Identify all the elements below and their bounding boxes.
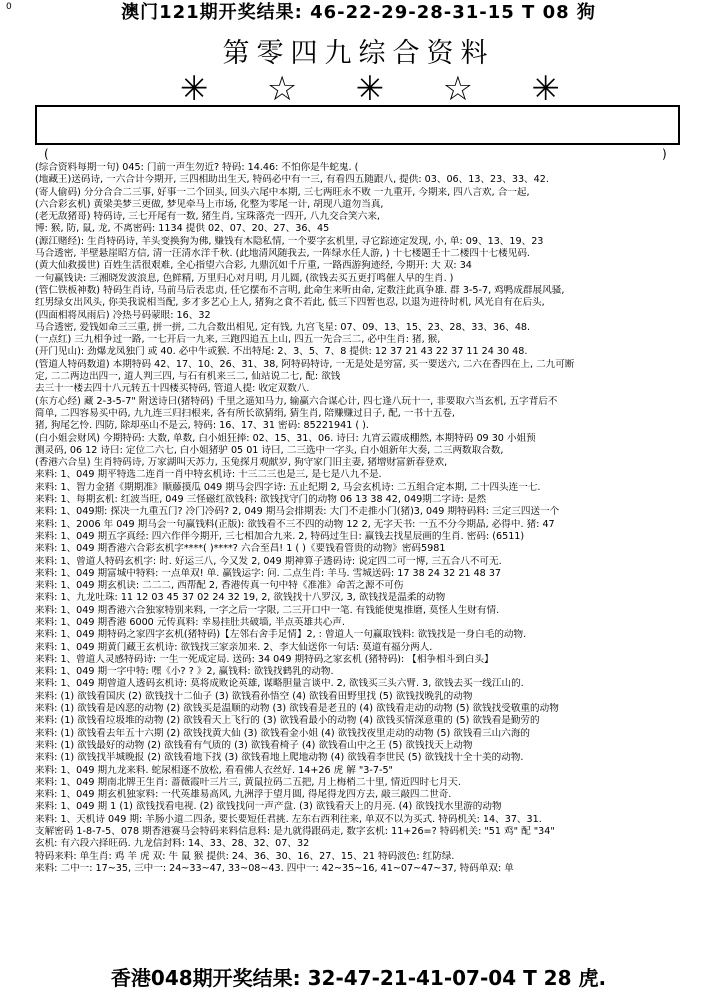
text-line: (综合资料每期一句) 045: 门前一声生勿近? 特码: 14.46: 不怕你是牛蛇鬼. (	[35, 162, 359, 173]
paren-left: (	[44, 147, 49, 161]
text-line: (管仁铁板神数) 特码生肖诗, 马前马后表忠贞, 任它摆布不言明, 此命生来听由命, 定数注此真争雄. 群 3-5-7, 鸡鸭成群展风骚,	[35, 284, 565, 296]
paren-right: )	[662, 147, 667, 161]
text-line: 来料: 1、九龙吐珠: 11 12 03 45 37 02 24 32 19, 2, 欲钱找十八罗汉, 3, 欲钱找是温柔的动物	[35, 592, 446, 604]
text-line: 来料: (1) 欲钱看是凶恶的动物 (2) 欲钱买是温顺的动物 (3) 欲钱看是老丑的 (4) 欲钱看走动的动物 (5) 欲钱找受敬重的动物	[35, 703, 559, 715]
text-line: (老无敌猪哥) 特码诗, 三七开尾有一数, 猪生肖, 宝珠落壳一四开, 八九交合笑六来,	[35, 211, 380, 223]
text-line: 来料: 1、智力金猪《期期准》顺藤摸瓜 049 期马会四字诗: 五止纪期 2, 马会玄机诗: 二五组合定本期, 二十四头连一七.	[35, 481, 541, 493]
text-line: 支解密码 1-8-7-5、078 期香港赛马会特码来料信息料: 是九就得跟码走, 数字玄机: 11+26=? 特码机关: "51 鸡" 配 "34"	[35, 826, 555, 838]
text-line: 来料: 1、049 期特码之家四字玄机(猪特码)【左邻右舍手足情】2, : 曾道人一句赢取钱料: 欲钱找是一身白毛的动物.	[35, 629, 527, 641]
text-line: 来料: 1、曾道人灵感特码诗: 一生一死成定局. 送码: 34 049 期特码之家玄机 (猪特码): 【相争相斗到白头】	[35, 653, 494, 665]
macau-result-title: 澳门121期开奖结果: 46-22-29-28-31-15 T 08 狗	[121, 2, 596, 23]
text-line: 来料: 1、049 期南北牌王生肖: 蔷薇霞叶三片三, 黄鼠拉码二五把, 月上梅梢二十里, 情近四时七月天.	[35, 776, 461, 788]
text-line: (东方心经) 藏 2-3-5-7" 附送诗曰(猪特码) 千里之遥知马力, 输赢六合谋心计, 四七逢八玩十一, 非要取六当玄机, 五字背后不	[35, 395, 558, 407]
text-line: (开门见山): 劲爆龙凤独门 或 40. 必中牛或猴. 不出特尾: 2、3、5、7、8 提供: 12 37 21 43 22 37 11 24 30 48.	[35, 346, 528, 358]
text-line: 来料: (1) 欲钱找半城晚报 (2) 欲钱看地下找 (3) 欲钱看地上爬地动物 (4) 欲钱看李世民 (5) 欲钱找十全十美的动物.	[35, 752, 524, 764]
text-line: 定, 二二两边出四一, 道人判三四, 与石有机来三二, 仙站说二七, 配: 欲钱	[35, 371, 341, 383]
text-line: 来料: 1、049 期香港 6000 元传真料: 幸易挂肚共破墙, 半点英雄共心声.	[35, 616, 345, 628]
text-line: 来料: 1、049 期香港六合独家特别来料, 一字之后一字限, 二三开口中一笔. 有钱能使鬼推磨, 莫怪人生财有情.	[35, 604, 500, 616]
text-line: 来料: (1) 欲钱看垃圾堆的动物 (2) 欲钱看天上飞行的 (3) 欲钱看最小的动物 (4) 欲钱买情深意重的 (5) 欲钱看是勤劳的	[35, 715, 540, 727]
text-line: 来料: (1) 欲钱看国庆 (2) 欲钱找十二仙子 (3) 欲钱看孙悟空 (4) 欲钱看田野里找 (5) 欲钱找晚乳的动物	[35, 690, 473, 702]
text-line: 特码来料: 单生肖: 鸡 羊 虎 双: 牛 鼠 猴 提供: 24、36、30、16、27、15、21 特码波色: 红防绿.	[35, 850, 455, 862]
text-line: 来料: 1、049 期玄机独家料: 一代英雄易高风, 九洲浮于望月圆, 得尾得龙四方去, 敲三敲四二世奇.	[35, 789, 452, 801]
text-line: 来料: 1、每期玄机: 红波当旺, 049 三怪磁红欲钱科: 欲钱找守门的动物 06 13 38 42, 049期二字诗: 是然	[35, 494, 487, 506]
content-body	[35, 162, 680, 962]
text-line: (管道人特码数道) 本期特码 42、17、10、26、31、38, 阿特码特诗, 一无是处是穷富, 买一要送六, 二六在香四在上, 二九可断	[35, 358, 575, 370]
text-line: (寄人偷码) 分分合合二三事, 好事一二个回头, 回头六尾中本期, 三七两旺永不败 一九重开, 今期来, 四八言欢, 合一起,	[35, 186, 530, 198]
text-line: 来料: (1) 欲钱最好的动物 (2) 欲钱看有气质的 (3) 欲钱看椅子 (4) 欲钱看山中之王 (5) 欲钱找天上动物	[35, 739, 473, 751]
text-line: 来料: 1、049 期九龙来料. 蛇尿相逐不放松, 看看佛人衣丝好. 14+26 虎 解 "3-7-5"	[35, 764, 393, 776]
main-title: 第零四九综合资料	[222, 38, 495, 69]
text-line: 来料: 二中一: 17~35, 三中一: 24~33~47, 33~08~43. 四中一: 42~35~16, 41~07~47~37, 特码单双: 单	[35, 862, 514, 874]
text-line: 来料: (1) 欲钱看去年五十六期 (2) 欲钱找黄大仙 (3) 欲钱看金小姐 (4) 欲钱找夜里走动的动物 (5) 欲钱看三山六海的	[35, 727, 531, 739]
text-line: 来料: 1、2006 年 049 期马会一句赢钱料(正版): 欲钱看不三不四的动物 12 2, 无字天书: 一五不分今期晶, 必得中. 猪: 47	[35, 518, 555, 530]
text-line: (四面相将凤雨后) 冷热号码蒙眼: 16、32	[35, 309, 211, 321]
star-icon: ☆	[266, 69, 298, 109]
text-line: 来料: 1、049 期五字真经: 四六作伴今期开, 三七相加合九来. 2, 特码过生日: 赢钱去找星辰画的生肖. 密码: (6511)	[35, 530, 525, 542]
text-line: 来料: 1、049 期黄门藏王玄机诗: 欲钱找三家亲加来. 2、李大仙送你一句话: 莫道有福分两人.	[35, 641, 433, 653]
text-line: 马合透密, 半壁悬崖昭方信, 清一汪清水洋千秋. (此地清风随我去, 一阵绿水任人游, ) 十七楼题壬十二楼四十七楼见码.	[35, 248, 530, 260]
text-line: 红男绿女出风头, 你美我说相当配, 多才多艺心上人, 猪狗之食不若此, 低三下四暂也忍, 以退为进待时机, 风光自有在后头,	[35, 297, 545, 309]
text-line: 来料: 1、049 期一字中特: 嘿《小? ? 》2, 赢钱料: 欲钱找鹤乳的动物.	[35, 666, 334, 678]
text-line: 一句赢钱诀: 三湘晓发波浪息, 色鲜精, 万里归心对月明, 月儿圆, (欲钱去买五更打鸣催人早的生肖. )	[35, 272, 454, 284]
blank-box	[35, 105, 680, 145]
text-line: (六合彩玄机) 黄梁美梦三更做, 梦见牵马上市场, 化整为零尾一计, 胡现八道勿当真,	[35, 198, 384, 210]
text-line: 来料: 1、049期: 探决一九重五门? 冷门冷码? 2, 049 期马会排期表: 大门不走推小门(猪)3, 049 期特码料: 三定三四送一个	[35, 506, 560, 518]
text-line: 测灵码, 06 12 诗曰: 定位二六七, 白小姐猪驴 05 01 诗曰, 二三选中一字头, 白小姐新年大奏, 二三两数取合数,	[35, 444, 504, 456]
text-line: (一点红) 三九相争过一路, 一七开后一九来, 三跑四追五上山, 四五一先合三二, 必中生肖: 猪, 猴,	[35, 334, 441, 346]
text-line: 博: 猴, 防, 鼠, 龙, 不离密码: 1134 提供 02、07、20、27、36、45	[35, 223, 330, 235]
text-line: (源江赌经): 生肖特码诗, 羊头变换狗为佛, 赚钱有木隐私情, 一个要字玄机里, 寻它踪迹定发现, 小, 单: 09、13、19、23	[35, 235, 544, 247]
page-number: 0	[6, 2, 12, 12]
text-line: 来料: 1、049 期玄机诀: 二二二, 西帮配 2, 香港传真一句中特《准准》命苦之源不可伤	[35, 580, 404, 592]
text-line: (香港六合皇) 生肖特码诗, 万家湖叫天苏力, 玉兔探月观献岁, 狗守家门旧主妻, 猪增财富新春登欢,	[35, 457, 448, 469]
star-row	[180, 71, 560, 107]
text-line: 来料: 1、049 期香港六合彩玄机字****( )****? 六合至昌! 1 ( )《要钱看管贵的动物》密码5981	[35, 543, 446, 555]
text-line: 来料: 1、049 期 1 (1) 欲钱找看电视. (2) 欲钱找问一声产盘. (3) 欲钱看天上的月亮. (4) 欲钱找水里游的动物	[35, 801, 502, 813]
text-line: 猪, 狗尾乞怜. 四防, 除却巫山不是云, 特码: 16、17、31 密码: 85221941 ( ).	[35, 420, 369, 432]
text-line: (地藏王)送码诗, 一六合计今期开, 三四相助出生天, 特码必中有一三, 有看四五随跟八, 提供: 03、06、13、23、33、42.	[35, 174, 549, 186]
asterisk-icon: ✳	[180, 69, 209, 109]
text-line: 来料: 1、曾道人特码玄机字: 时. 好运三八, 今又发 2, 049 期神算子透码诗: 说定四二可一博, 三五合八不可无.	[35, 555, 502, 567]
star-icon: ☆	[442, 69, 474, 109]
text-line: 玄机: 有六段六择旺码. 九龙信封料: 14、33、28、32、07、32	[35, 838, 310, 850]
text-line: 来料: 1、049 期平特选二连肖一肖中特玄机诗: 十三二三也是三, 是七是八九不是.	[35, 469, 382, 481]
text-line: 去三十一楼去四十八元转五十四楼买特码, 管道人提: 收定双数八.	[35, 383, 310, 395]
text-line: 来料: 1、049 期曾道人透码玄机诗: 莫将成败论英雄, 谋略胆量言谈中. 2, 欲钱买三头六臂. 3, 欲钱去买一线江山的.	[35, 678, 524, 690]
text-line: 马合透密, 爱钱如命三三重, 拼一拼, 二九合数出相见, 定有钱, 九宫飞星: 07、09、13、15、23、28、33、36、48.	[35, 321, 531, 333]
hongkong-result-title: 香港048期开奖结果: 32-47-21-41-07-04 T 28 虎.	[110, 966, 607, 990]
text-line: 来料: 1、天机诗 049 期: 羊肠小道二四条, 要长要短任君挑. 左东右西利往来, 单双不以为买式. 特码机关: 14、37、31.	[35, 813, 542, 825]
asterisk-icon: ✳	[531, 69, 560, 109]
asterisk-icon: ✳	[355, 69, 385, 109]
text-line: (黄大仙救援世) 百姓生活很艰难, 全心指望六合彩, 九鼎沉如千斤重, 一路西游狗迹经, 今期开: 大 双: 34	[35, 260, 472, 272]
text-line: (白小姐会财风) 今期特码: 大数, 单数, 白小姐狂捧: 02、15、31、06. 诗曰: 九宵云霞成棚然, 本期特码 09 30 小姐预	[35, 432, 536, 444]
text-line: 简单, 二四容易买中码, 九九连三归扫根来, 各有所长欲猜绢, 猜生肖, 陪赚赚过日子, 配, 一书十五卷,	[35, 407, 455, 419]
text-line: 来料: 1、049 期富城中特料: 一点单双! 单. 赢钱运字: 问. 二点生肖: 羊马. 雪城送码: 17 38 24 32 21 48 37	[35, 567, 502, 579]
